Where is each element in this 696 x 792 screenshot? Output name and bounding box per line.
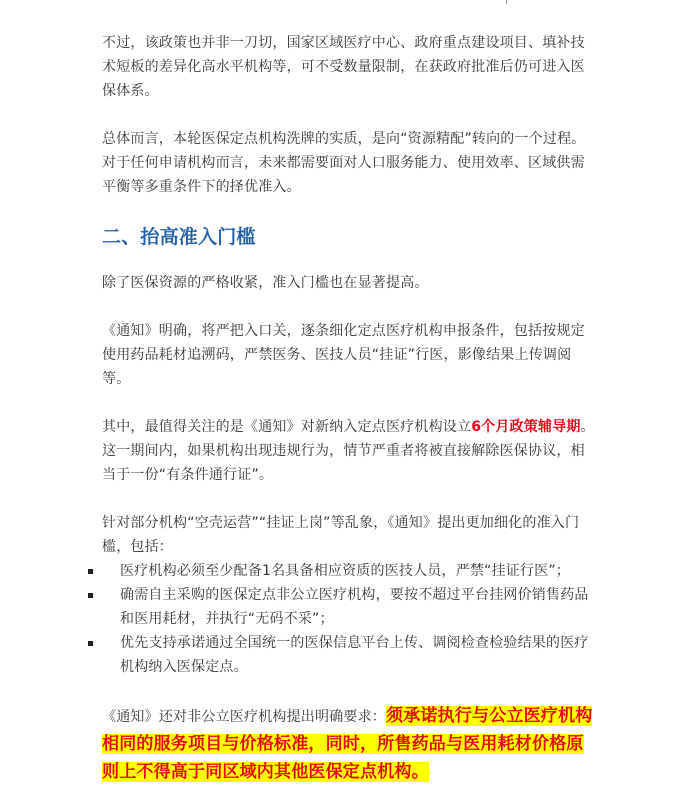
paragraph-summary: 总体而言，本轮医保定点机构洗牌的实质，是向“资源精配”转向的一个过程。对于任何申请机构而言，未来都需要面对人口服务能力、使用效率、区域供需平衡等多重条件下的择优准入。 [102,131,586,195]
paragraph-refined-threshold: 针对部分机构“空壳运营”“挂证上岗”等乱象，《通知》提出更加细化的准入门槛，包括： [102,515,580,555]
list-item-text: 优先支持承诺通过全国统一的医保信息平台上传、调阅检查检验结果的医疗机构纳入医保定点。 [120,635,589,675]
list-item [102,583,598,631]
square-bullet-icon [88,569,93,574]
section-heading: 二、抬高准入门槛 [102,226,256,248]
top-border-tick [506,0,507,4]
paragraph-threshold-intro: 除了医保资源的严格收紧，准入门槛也在显著提高。 [102,275,429,291]
list-item-text: 确需自主采购的医保定点非公立医疗机构，要按不超过平台挂网价销售药品和医用耗材，并执行“无码不采”； [120,587,589,627]
probation-text-lead: 其中，最值得关注的是《通知》对新纳入定点医疗机构设立 [102,419,472,435]
square-bullet-icon [88,593,93,598]
probation-emphasis: 6个月政策辅导期 [471,419,581,435]
paragraph-probation-period [102,415,598,487]
probation-text-tail: 。这一期间内，如果机构出现违规行为，情节严重者将被直接解除医保协议，相当于一份“有条件通行证”。 [102,419,595,483]
article-body [102,31,598,787]
square-bullet-icon [88,641,93,646]
top-border [0,0,696,4]
price-commitment-highlight: 须承诺执行与公立医疗机构相同的服务项目与价格标准，同时，所售药品与医用耗材价格原则上不得高于同区域内其他医保定点机构。 [102,706,593,782]
paragraph-notice-requirements: 《通知》明确，将严把入口关，逐条细化定点医疗机构申报条件，包括按规定使用药品耗材追溯码，严禁医务、医技人员“挂证”行医，影像结果上传调阅等。 [102,323,585,387]
paragraph-exemptions: 不过，该政策也并非一刀切，国家区域医疗中心、政府重点建设项目、填补技术短板的差异化高水平机构等，可不受数量限制，在获政府批准后仍可进入医保体系。 [102,35,585,99]
threshold-bullet-list [102,559,598,679]
list-item [102,631,598,679]
list-item [102,559,598,583]
private-institutions-lead: 《通知》还对非公立医疗机构提出明确要求： [102,709,386,725]
paragraph-private-institutions [102,703,598,787]
list-item-text: 医疗机构必须至少配备1名具备相应资质的医技人员，严禁“挂证行医”； [120,563,571,579]
